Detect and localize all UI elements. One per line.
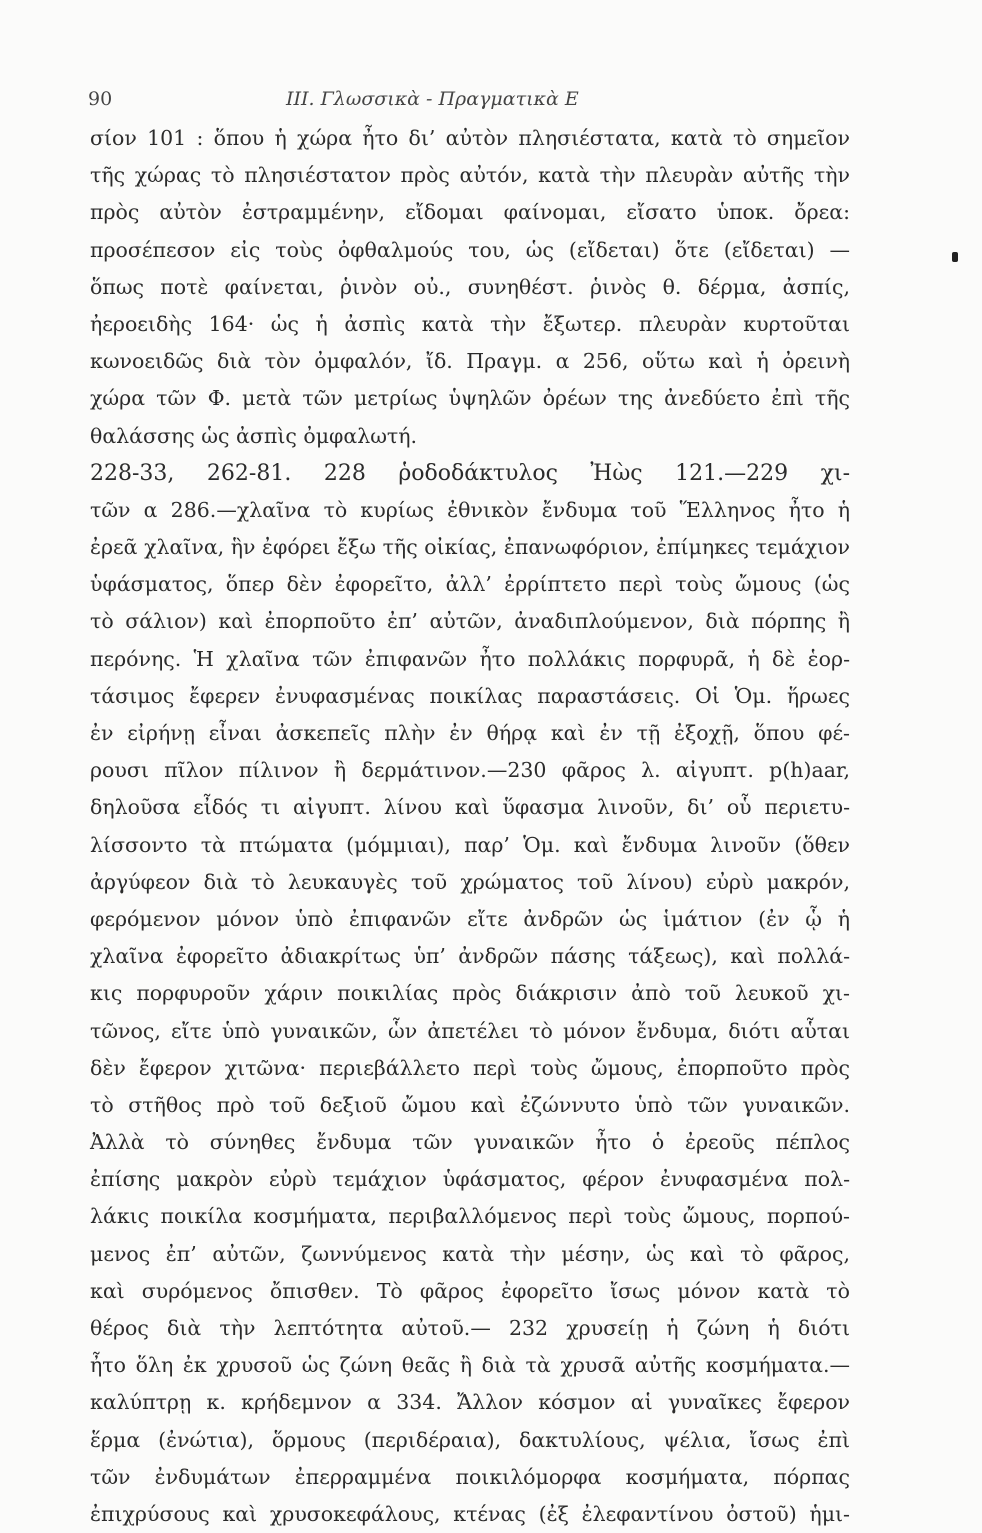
text-line: τὸ στῆθος πρὸ τοῦ δεξιοῦ ὤμου καὶ ἐζώννυτο ὑπὸ τῶν γυναικῶν. bbox=[90, 1092, 850, 1117]
text-line: μενος ἐπ’ αὐτῶν, ζωννύμενος κατὰ τὴν μέσην, ὡς καὶ τὸ φᾶρος, bbox=[90, 1241, 850, 1266]
text-line: ἐπιχρύσους καὶ χρυσοκεφάλους, κτένας (ἐξ ἐλεφαντίνου ὀστοῦ) ἡμι- bbox=[90, 1501, 850, 1526]
text-line: τάσιμος ἔφερεν ἐνυφασμένας ποικίλας παραστάσεις. Οἱ Ὁμ. ἥρωες bbox=[90, 683, 850, 708]
text-line: θέρος διὰ τὴν λεπτότητα αὐτοῦ.— 232 χρυσείῃ ἡ ζώνη ἡ διότι bbox=[90, 1316, 850, 1340]
text-line: τῶνος, εἴτε ὑπὸ γυναικῶν, ὧν ἀπετέλει τὸ μόνον ἔνδυμα, διότι αὗται bbox=[90, 1018, 850, 1043]
text-line: τῆς χώρας τὸ πλησιέστατον πρὸς αὐτόν, κατὰ τὴν πλευρὰν αὐτῆς τὴν bbox=[90, 163, 850, 188]
text-line: ἐπίσης μακρὸν εὐρὺ τεμάχιον ὑφάσματος, φέρον ἐνυφασμένα πολ- bbox=[90, 1167, 850, 1192]
text-line: καὶ συρόμενος ὄπισθεν. Τὸ φᾶρος ἐφορεῖτο ἴσως μόνον κατὰ τὸ bbox=[90, 1278, 850, 1303]
text-line: θαλάσσης ὡς ἀσπὶς ὀμφαλωτή. bbox=[90, 423, 418, 448]
text-line: πρὸς αὐτὸν ἐστραμμένην, εἴδομαι φαίνομαι, εἴσατο ὑποκ. ὄρεα: bbox=[90, 200, 850, 225]
text-line: τὸ σάλιον) καὶ ἐπορποῦτο ἐπ’ αὐτῶν, ἀναδιπλούμενον, διὰ πόρπης ἢ bbox=[90, 609, 850, 634]
text-line: ὑφάσματος, ὅπερ δὲν ἐφορεῖτο, ἀλλ’ ἐρρίπτετο περὶ τοὺς ὤμους (ὡς bbox=[90, 572, 850, 597]
text-line: ἀργύφεον διὰ τὸ λευκαυγὲς τοῦ χρώματος τοῦ λίνου) εὐρὺ μακρόν, bbox=[90, 869, 850, 894]
text-line: τῶν α 286.—χλαῖνα τὸ κυρίως ἐθνικὸν ἔνδυμα τοῦ Ἕλληνος ἦτο ἡ bbox=[90, 497, 850, 522]
text-line: δηλοῦσα εἶδός τι αἰγυπτ. λίνου καὶ ὕφασμα λινοῦν, δι’ οὗ περιετυ- bbox=[90, 795, 850, 820]
text-line: κις πορφυροῦν χάριν ποικιλίας πρὸς διάκρισιν ἀπὸ τοῦ λευκοῦ χι- bbox=[90, 981, 850, 1006]
text-line: περόνης. Ἡ χλαῖνα τῶν ἐπιφανῶν ἦτο πολλάκις πορφυρᾶ, ἡ δὲ ἑορ- bbox=[90, 646, 850, 671]
text-line: ἐν εἰρήνῃ εἶναι ἀσκεπεῖς πλὴν ἐν θήρᾳ καὶ ἐν τῇ ἐξοχῇ, ὅπου φέ- bbox=[90, 721, 850, 745]
text-line: ἕρμα (ἐνώτια), ὅρμους (περιδέραια), δακτυλίους, ψέλια, ἴσως ἐπὶ bbox=[90, 1427, 850, 1452]
text-line: φερόμενον μόνον ὑπὸ ἐπιφανῶν εἴτε ἀνδρῶν ὡς ἱμάτιον (ἐν ᾧ ἡ bbox=[90, 906, 850, 931]
text-line: Ἀλλὰ τὸ σύνηθες ἔνδυμα τῶν γυναικῶν ἦτο ὁ ἐρεοῦς πέπλος bbox=[90, 1130, 850, 1155]
text-line: καλύπτρῃ κ. κρήδεμνον α 334. Ἄλλον κόσμον αἱ γυναῖκες ἔφερον bbox=[90, 1390, 850, 1415]
text-line: ὅπως ποτὲ φαίνεται, ῥινὸν οὐ., συνηθέστ. ῥινὸς θ. δέρμα, ἀσπίς, bbox=[90, 274, 850, 299]
text-line: δὲν ἔφερον χιτῶνα· περιεβάλλετο περὶ τοὺς ὤμους, ἐπορποῦτο πρὸς bbox=[90, 1055, 850, 1080]
page-number: 90 bbox=[88, 88, 113, 110]
margin-mark bbox=[952, 252, 958, 262]
text-line: τῶν ἐνδυμάτων ἐπερραμμένα ποικιλόμορφα κοσμήματα, πόρπας bbox=[90, 1464, 850, 1489]
text-line: ἐρεᾶ χλαῖνα, ἣν ἐφόρει ἔξω τῆς οἰκίας, ἐπανωφόριον, ἐπίμηκες τεμάχιον bbox=[90, 535, 850, 560]
text-line: λίσσοντο τὰ πτώματα (μόμμιαι), παρ’ Ὁμ. καὶ ἔνδυμα λινοῦν (ὅθεν bbox=[90, 832, 850, 857]
running-title: III. Γλωσσικὰ - Πραγματικὰ Ε bbox=[286, 88, 579, 110]
text-line: λάκις ποικίλα κοσμήματα, περιβαλλόμενος περὶ τοὺς ὤμους, πορπού- bbox=[90, 1204, 850, 1229]
text-line: ρουσι πῖλον πίλινον ἢ δερμάτινον.—230 φᾶρος λ. αἰγυπτ. p(h)aar, bbox=[90, 758, 850, 783]
text-line: προσέπεσον εἰς τοὺς ὀφθαλμούς του, ὡς (εἴδεται) ὅτε (εἴδεται) — bbox=[90, 237, 850, 262]
text-line: χώρα τῶν Φ. μετὰ τῶν μετρίως ὑψηλῶν ὀρέων της ἀνεδύετο ἐπὶ τῆς bbox=[90, 386, 850, 411]
body-text bbox=[90, 120, 850, 1533]
text-line-section-ref: 228-33, 262-81. 228 ῥοδοδάκτυλος Ἠὼς 121.—229 χι- bbox=[90, 460, 850, 486]
page-header bbox=[88, 88, 628, 118]
text-line: ἠεροειδὴς 164· ὡς ἡ ἀσπὶς κατὰ τὴν ἔξωτερ. πλευρὰν κυρτοῦται bbox=[90, 311, 850, 336]
text-line: σίον 101 : ὅπου ἡ χώρα ἦτο δι’ αὐτὸν πλησιέστατα, κατὰ τὸ σημεῖον bbox=[90, 126, 850, 150]
text-line: χλαῖνα ἐφορεῖτο ἀδιακρίτως ὑπ’ ἀνδρῶν πάσης τάξεως), καὶ πολλά- bbox=[90, 944, 850, 969]
text-line: ἦτο ὅλη ἐκ χρυσοῦ ὡς ζώνη θεᾶς ἢ διὰ τὰ χρυσᾶ αὐτῆς κοσμήματα.— bbox=[90, 1353, 850, 1378]
text-line: κωνοειδῶς διὰ τὸν ὀμφαλόν, ἴδ. Πραγμ. α 256, οὕτω καὶ ἡ ὀρεινὴ bbox=[90, 349, 850, 374]
